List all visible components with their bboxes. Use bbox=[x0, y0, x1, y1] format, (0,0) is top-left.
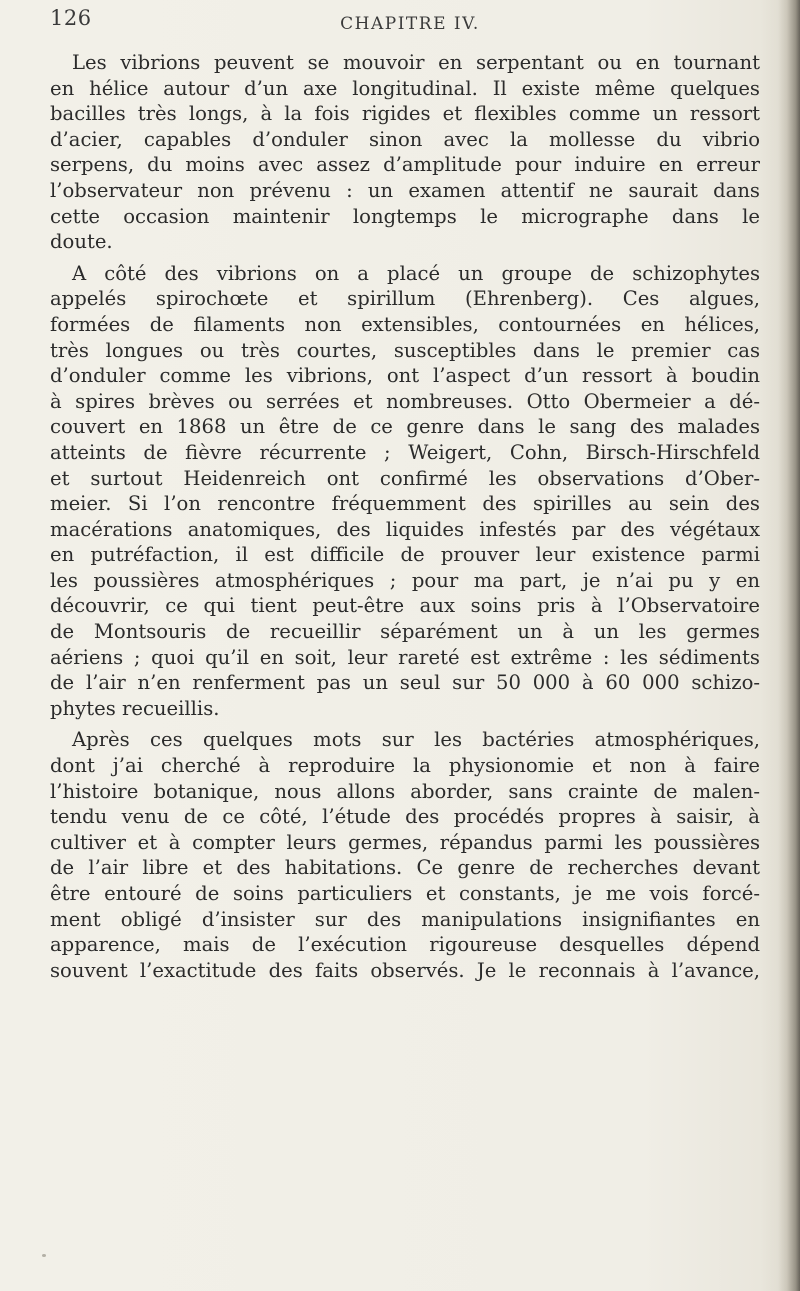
text-line: Les vibrions peuvent se mouvoir en serpentant ou en tournant bbox=[72, 51, 760, 74]
text-line: d’acier, capables d’onduler sinon avec la mollesse du vibrio bbox=[50, 127, 760, 151]
running-head bbox=[0, 14, 800, 34]
text-line: découvrir, ce qui tient peut-être aux soins pris à l’Observatoire bbox=[50, 594, 760, 618]
text-line: meier. Si l’on rencontre fréquemment des spirilles au sein des bbox=[50, 492, 760, 516]
text-line: atteints de fièvre récurrente ; Weigert, Cohn, Birsch-Hirschfeld bbox=[50, 440, 760, 464]
text-line: appelés spirochœte et spirillum (Ehrenberg). Ces algues, bbox=[50, 287, 760, 311]
text-line: apparence, mais de l’exécution rigoureuse desquelles dépend bbox=[50, 933, 760, 957]
text-line: d’onduler comme les vibrions, ont l’aspect d’un ressort à boudin bbox=[50, 364, 760, 388]
text-line: de l’air n’en renferment pas un seul sur 50 000 à 60 000 schizo- bbox=[50, 671, 760, 695]
page-number: 126 bbox=[50, 6, 92, 30]
text-line: à spires brèves ou serrées et nombreuses. Otto Obermeier a dé- bbox=[50, 389, 760, 413]
text-line: en hélice autour d’un axe longitudinal. Il existe même quelques bbox=[50, 76, 760, 100]
text-line: tendu venu de ce côté, l’étude des procédés propres à saisir, à bbox=[50, 805, 760, 829]
text-line: couvert en 1868 un être de ce genre dans le sang des malades bbox=[50, 415, 760, 439]
text-line: Après ces quelques mots sur les bactéries atmosphériques, bbox=[72, 728, 760, 752]
body-text bbox=[50, 50, 760, 983]
text-line: être entouré de soins particuliers et constants, je me vois forcé- bbox=[50, 882, 760, 905]
text-line: A côté des vibrions on a placé un groupe de schizophytes bbox=[72, 261, 760, 285]
text-line: bacilles très longs, à la fois rigides et flexibles comme un ressort bbox=[50, 102, 760, 126]
text-line: formées de filaments non extensibles, contournées en hélices, bbox=[50, 312, 760, 336]
text-line: aériens ; quoi qu’il en soit, leur rareté est extrême : les sédiments bbox=[50, 645, 760, 669]
text-line: dont j’ai cherché à reproduire la physionomie et non à faire bbox=[50, 754, 760, 778]
text-line: l’histoire botanique, nous allons aborder, sans crainte de malen- bbox=[50, 779, 760, 803]
text-line: phytes recueillis. bbox=[50, 696, 220, 720]
text-line: de l’air libre et des habitations. Ce genre de recherches devant bbox=[50, 856, 760, 880]
text-line: en putréfaction, il est difficile de prouver leur existence parmi bbox=[50, 543, 760, 567]
text-line: cette occasion maintenir longtemps le micrographe dans le bbox=[50, 204, 760, 228]
text-line: serpens, du moins avec assez d’amplitude pour induire en erreur bbox=[50, 153, 760, 177]
running-head-text: CHAPITRE IV. bbox=[340, 14, 480, 34]
text-line: cultiver et à compter leurs germes, répandus parmi les poussières bbox=[50, 830, 760, 854]
paper-speck bbox=[42, 1254, 46, 1257]
text-line: doute. bbox=[50, 230, 113, 254]
text-line: les poussières atmosphériques ; pour ma part, je n’ai pu y en bbox=[50, 568, 760, 592]
text-line: très longues ou très courtes, susceptibles dans le premier cas bbox=[50, 338, 760, 362]
text-line: macérations anatomiques, des liquides infestés par des végétaux bbox=[50, 517, 760, 541]
text-line: de Montsouris de recueillir séparément un à un les germes bbox=[50, 620, 760, 644]
text-line: et surtout Heidenreich ont confirmé les observations d’Ober- bbox=[50, 466, 760, 490]
page-edge-shadow bbox=[778, 0, 800, 1291]
text-line: ment obligé d’insister sur des manipulations insignifiantes en bbox=[50, 907, 760, 931]
text-line: souvent l’exactitude des faits observés. Je le reconnais à l’avance, bbox=[50, 958, 760, 982]
text-line: l’observateur non prévenu : un examen attentif ne saurait dans bbox=[50, 178, 760, 202]
